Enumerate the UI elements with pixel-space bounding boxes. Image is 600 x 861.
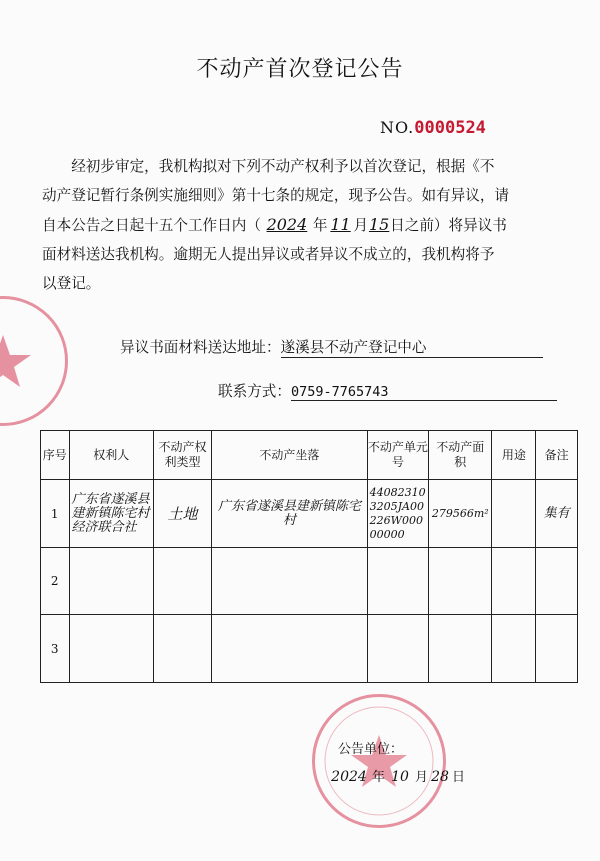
address-row [120, 336, 565, 358]
intro-text: 自本公告之日起十五个工作日内（ [42, 217, 261, 234]
official-seal-partial [0, 296, 68, 426]
usage-cell [492, 615, 536, 683]
holder-cell: 广东省遂溪县建新镇陈宅村经济联合社 [69, 480, 153, 548]
unit-no-cell [367, 548, 428, 615]
address-value: 遂溪县不动产登记中心 [281, 336, 543, 358]
area-cell: 279566m² [429, 480, 492, 548]
seal-star-icon [315, 697, 443, 825]
table-header-row [41, 431, 578, 480]
location-cell: 广东省遂溪县建新镇陈宅村 [212, 480, 368, 548]
header-cell: 不动产单元号 [367, 431, 428, 480]
header-cell: 权利人 [69, 431, 153, 480]
table-row [41, 548, 578, 615]
row-index: 2 [41, 548, 70, 615]
intro-line: 动产登记暂行条例实施细则》第十七条的规定，现予公告。如有异议，请 [42, 187, 510, 204]
intro-line: 面材料送达我机构。逾期无人提出异议或者异议不成立的，我机构将予 [42, 246, 495, 263]
header-cell: 备注 [536, 431, 578, 480]
note-cell [536, 615, 578, 683]
contact-label: 联系方式： [218, 383, 291, 400]
address-label: 异议书面材料送达地址： [120, 339, 281, 356]
right-type-cell: 土地 [153, 480, 211, 548]
month-char: 月 [415, 770, 429, 785]
header-cell: 不动产权利类型 [153, 431, 211, 480]
holder-cell [69, 615, 153, 683]
header-cell: 用途 [492, 431, 536, 480]
property-table [40, 430, 578, 683]
official-seal [312, 694, 446, 828]
unit-no-cell [367, 615, 428, 683]
serial-number [380, 118, 486, 138]
area-cell [429, 615, 492, 683]
intro-line [42, 210, 562, 240]
intro-paragraph [42, 152, 562, 298]
contact-value: 0759-7765743 [291, 384, 557, 401]
row-index: 1 [41, 480, 70, 548]
location-cell [212, 615, 368, 683]
intro-text: 日之前）将异议书 [390, 217, 507, 234]
note-cell: 集有 [536, 480, 578, 548]
publisher-label: 公告单位： [338, 742, 404, 757]
intro-line: 经初步审定，我机构拟对下列不动产权利予以首次登记，根据《不 [71, 158, 495, 175]
area-cell [429, 548, 492, 615]
serial-prefix: NO. [380, 118, 415, 137]
right-type-cell [153, 548, 211, 615]
intro-line: 以登记。 [42, 275, 101, 292]
sign-month: 10 [391, 769, 409, 785]
intro-text: 月 [353, 217, 369, 234]
table-row [41, 480, 578, 548]
header-cell: 不动产面 积 [429, 431, 492, 480]
row-index: 3 [41, 615, 70, 683]
header-cell: 序号 [41, 431, 70, 480]
intro-text: 年 [312, 217, 328, 234]
usage-cell [492, 480, 536, 548]
page-title: 不动产首次登记公告 [196, 57, 404, 82]
sign-day: 28 [431, 769, 449, 785]
right-type-cell [153, 615, 211, 683]
contact-row [218, 380, 568, 401]
deadline-day: 15 [368, 215, 390, 234]
table-row [41, 615, 578, 683]
sign-year: 2024 [331, 769, 367, 785]
seal-star-icon [0, 299, 65, 423]
holder-cell [69, 548, 153, 615]
note-cell [536, 548, 578, 615]
day-char: 日 [452, 770, 466, 785]
deadline-year: 2024 [266, 215, 308, 234]
deadline-month: 11 [330, 215, 351, 234]
unit-no-cell: 440823103205JA00226W00000000 [367, 480, 428, 548]
sign-date [326, 766, 465, 785]
usage-cell [492, 548, 536, 615]
header-cell: 不动产坐落 [212, 431, 368, 480]
location-cell [212, 548, 368, 615]
year-char: 年 [372, 770, 386, 785]
serial-value: 0000524 [414, 118, 486, 138]
